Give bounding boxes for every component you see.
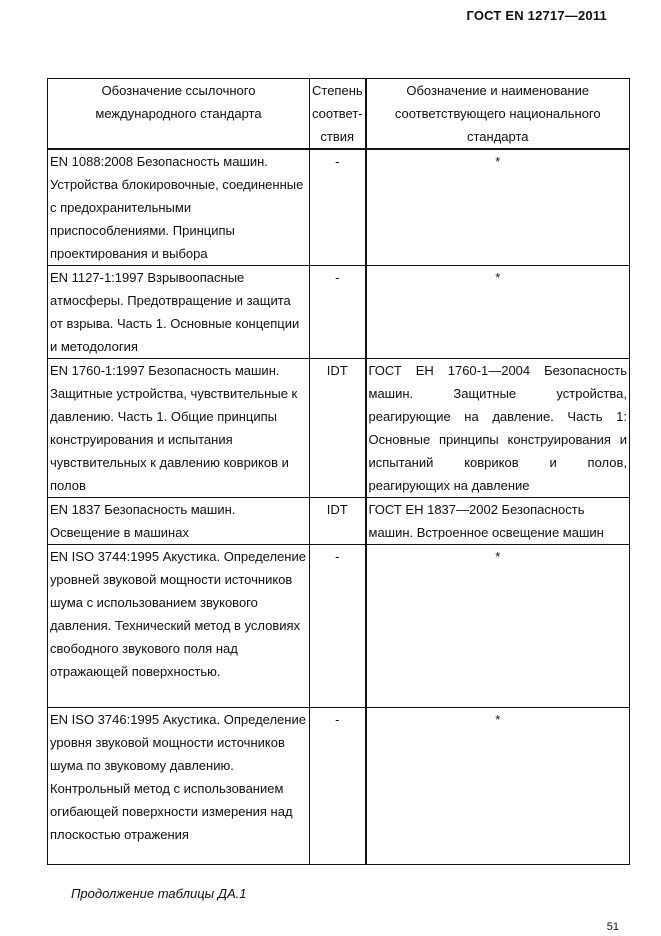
page-number: 51: [606, 921, 619, 933]
international-standard-cell: EN ISO 3744:1995 Акустика. Определение уровней звуковой мощности источников шума с использованием звукового давления. Технический метод в условиях свободного звукового поля над отражающей поверхностью.: [48, 545, 310, 708]
column-header-degree: Степень соответ-ствия: [310, 79, 366, 150]
international-standard-cell: EN 1088:2008 Безопасность машин. Устройства блокировочные, соединенные с предохранительными приспособлениями. Принципы проектирования и выбора: [48, 149, 310, 266]
degree-cell: -: [310, 149, 366, 266]
international-standard-cell: EN ISO 3746:1995 Акустика. Определение уровня звуковой мощности источников шума по звуковому давлению. Контрольный метод с использованием огибающей поверхности измерения над плоскостью отражения: [48, 708, 310, 865]
column-header-national: Обозначение и наименование соответствующего национального стандарта: [366, 79, 630, 150]
table-row: [48, 266, 630, 359]
national-standard-cell: ГОСТ ЕН 1760-1—2004 Безопасность машин. Защитные устройства, реагирующие на давление. Часть 1: Основные принципы конструирования и испытаний ковриков и полов, реагирующих на давление: [366, 359, 630, 498]
degree-cell: IDT: [310, 498, 366, 545]
table-row: [48, 359, 630, 498]
national-standard-cell: *: [366, 266, 630, 359]
table-row: [48, 498, 630, 545]
national-standard-cell: *: [366, 149, 630, 266]
international-standard-cell: EN 1127-1:1997 Взрывоопасные атмосферы. Предотвращение и защита от взрыва. Часть 1. Основные концепции и методология: [48, 266, 310, 359]
national-standard-cell: *: [366, 545, 630, 708]
table-row: [48, 149, 630, 266]
degree-cell: IDT: [310, 359, 366, 498]
international-standard-cell: EN 1760-1:1997 Безопасность машин. Защитные устройства, чувствительные к давлению. Часть 1. Общие принципы конструирования и испытания чувствительных к давлению ковриков и полов: [48, 359, 310, 498]
column-header-international: Обозначение ссылочного международного стандарта: [48, 79, 310, 150]
table-row: [48, 708, 630, 865]
table-row: [48, 545, 630, 708]
national-standard-cell: *: [366, 708, 630, 865]
document-code: ГОСТ EN 12717—2011: [466, 8, 607, 23]
table-header-row: [48, 79, 630, 150]
international-standard-cell: EN 1837 Безопасность машин. Освещение в машинах: [48, 498, 310, 545]
national-standard-cell: ГОСТ ЕН 1837—2002 Безопасность машин. Встроенное освещение машин: [366, 498, 630, 545]
degree-cell: -: [310, 545, 366, 708]
degree-cell: -: [310, 708, 366, 865]
degree-cell: -: [310, 266, 366, 359]
reference-standards-table: [47, 78, 630, 865]
table-continuation-caption: Продолжение таблицы ДА.1: [71, 886, 247, 901]
